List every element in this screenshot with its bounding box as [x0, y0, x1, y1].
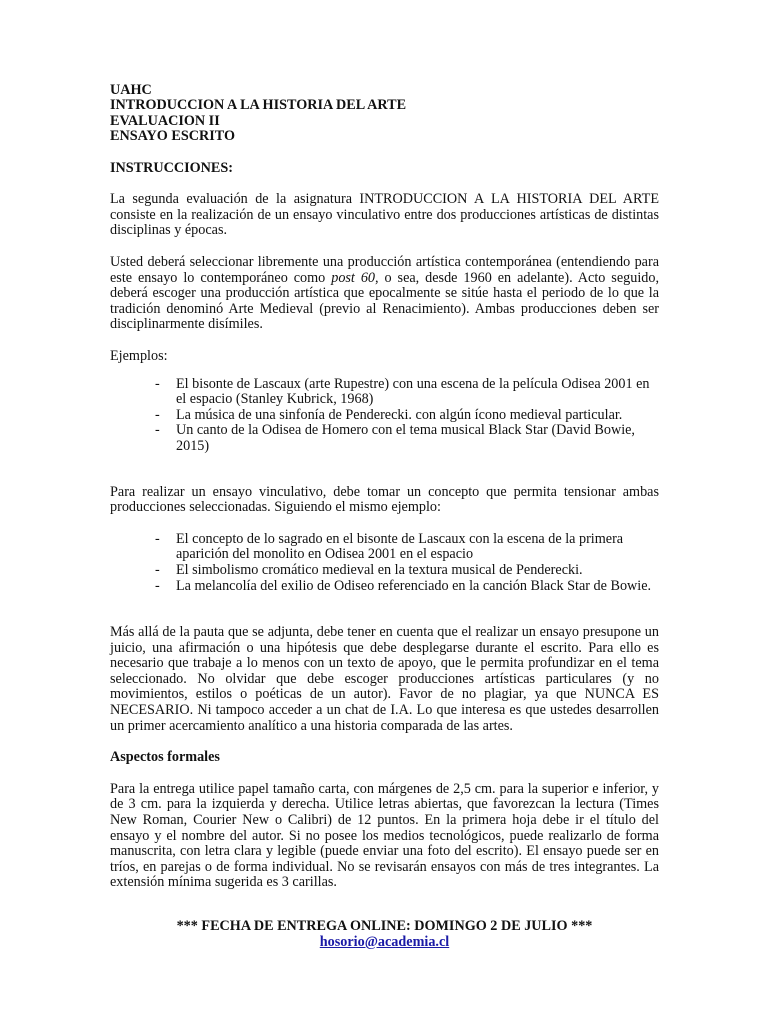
document-header: [110, 83, 659, 145]
dash-bullet: -: [155, 530, 160, 547]
concepts-list: [110, 532, 659, 594]
dash-bullet: -: [155, 406, 160, 423]
document-body: [110, 83, 659, 950]
paragraph-intro: La segunda evaluación de la asignatura INTRODUCCION A LA HISTORIA DEL ARTE consiste en la realización de un ensayo vinculativo entre dos producciones artísticas de distintas disciplinas y épocas.: [110, 191, 659, 239]
list-item: [110, 377, 659, 408]
email-link[interactable]: hosorio@academia.cl: [319, 933, 450, 950]
deadline-line: *** FECHA DE ENTREGA ONLINE: DOMINGO 2 DE JULIO ***: [176, 918, 593, 934]
example-text: La música de una sinfonía de Penderecki. con algún ícono medieval particular.: [176, 406, 623, 423]
paragraph-selection-part2: , o sea, desde 1960 en adelante). Acto seguido, deberá escoger una producción artística que epocalmente se sitúe hasta el periodo de lo que la tradición denominó Arte Medieval (previo al Renacimiento). Ambas producciones deben ser disciplinarmente disímiles.: [110, 269, 659, 333]
dash-bullet: -: [155, 561, 160, 578]
list-item: [110, 408, 659, 424]
list-item: [110, 423, 659, 454]
example-text: El bisonte de Lascaux (arte Rupestre) con una escena de la película Odisea 2001 en el espacio (Stanley Kubrick, 1968): [176, 375, 650, 408]
concept-text: El simbolismo cromático medieval en la textura musical de Penderecki.: [176, 561, 583, 578]
list-item: [110, 579, 659, 595]
email-line: [110, 935, 659, 951]
paragraph-concept: Para realizar un ensayo vinculativo, debe tomar un concepto que permita tensionar ambas producciones seleccionadas. Siguiendo el mismo ejemplo:: [110, 483, 659, 516]
paragraph-selection: [110, 255, 659, 333]
dash-bullet: -: [155, 422, 160, 439]
dash-bullet: -: [155, 375, 160, 392]
paragraph-formal: Para la entrega utilice papel tamaño carta, con márgenes de 2,5 cm. para la superior e inferior, y de 3 cm. para la izquierda y derecha. Utilice letras abiertas, que favorezcan la lectura (Times New Roman, Courier New o Calibri) de 12 puntos. En la primera hoja debe ir el título del ensayo y el nombre del autor. Si no posee los medios tecnológicos, puede realizarlo de forma manuscrita, con letra clara y legible (puede enviar una foto del escrito). El ensayo puede ser en tríos, en parejas o de forma individual. No se revisarán ensayos con más de tres integrantes. La extensión mínima sugerida es 3 carillas.: [110, 780, 659, 891]
header-course: INTRODUCCION A LA HISTORIA DEL ARTE: [110, 97, 407, 114]
concept-text: El concepto de lo sagrado en el bisonte de Lascaux con la escena de la primera aparición del monolito en Odisea 2001 en el espacio: [176, 530, 624, 563]
examples-label: Ejemplos:: [110, 347, 168, 364]
header-institution: UAHC: [110, 82, 152, 98]
header-assignment: ENSAYO ESCRITO: [110, 128, 235, 145]
list-item: [110, 532, 659, 563]
concept-text: La melancolía del exilio de Odiseo referenciado en la canción Black Star de Bowie.: [176, 577, 652, 594]
formal-aspects-heading: Aspectos formales: [110, 749, 220, 766]
paragraph-selection-italic: post 60: [331, 269, 376, 286]
paragraph-guidelines: Más allá de la pauta que se adjunta, debe tener en cuenta que el realizar un ensayo presupone un juicio, una afirmación o una hipótesis que debe desplegarse durante el escrito. Para ello es necesario que trabaje a lo menos con un texto de apoyo, que le permita profundizar en el tema seleccionado. No olvidar que debe escoger producciones artísticas particulares (y no movimientos, estilos o poéticas de un autor). Favor de no plagiar, ya que NUNCA ES NECESARIO. Ni tampoco acceder a un chat de I.A. Lo que interesa es que ustedes desarrollen un primer acercamiento analítico a una historia comparada de las artes.: [110, 624, 659, 734]
paragraph-selection-part1: Usted deberá seleccionar libremente una producción artística contemporánea (entendiendo para este ensayo lo contemporáneo como: [110, 254, 659, 286]
instructions-heading: INSTRUCCIONES:: [110, 159, 233, 176]
examples-list: [110, 377, 659, 455]
example-text: Un canto de la Odisea de Homero con el tema musical Black Star (David Bowie, 2015): [176, 422, 635, 454]
dash-bullet: -: [155, 577, 160, 594]
list-item: [110, 563, 659, 579]
header-evaluation: EVALUACION II: [110, 112, 220, 129]
